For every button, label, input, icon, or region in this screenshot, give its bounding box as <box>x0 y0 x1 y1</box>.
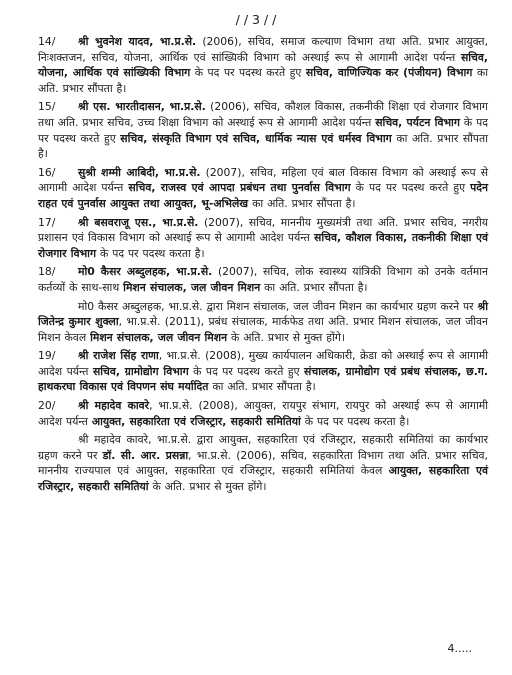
paragraph-text: श्री एस. भारतीदासन, भा.प्र.से. (2006), सचिव, कौशल विकास, तकनीकी शिक्षा एवं रोजगार विभाग तथा अति. प्रभार सचिव, उच्च शिक्षा विभाग को अस्थाई रूप से आगामी आदेश पर्यन्त सचिव, पर्यटन विभाग के पद पर पदस्थ करते हुए सचिव, संस्कृति विभाग एवं सचिव, धार्मिक न्यास एवं धर्मस्व विभाग का अति. प्रभार सौंपता है। <box>38 100 489 161</box>
order-paragraph <box>38 299 488 346</box>
continuation-marker: 4..... <box>447 642 472 655</box>
paragraph-number: 19/ <box>38 349 56 363</box>
paragraph-text: सुश्री शम्मी आबिदी, भा.प्र.से. (2007), सचिव, महिला एवं बाल विकास विभाग को अस्थाई रूप से आगामी आदेश पर्यन्त सचिव, राजस्व एवं आपदा प्रबंधन तथा पुनर्वास विभाग के पद पर पदस्थ करते हुए पदेन राहत एवं पुनर्वास आयुक्त तथा आयुक्त, भू-अभिलेख का अति. प्रभार सौंपता है। <box>38 165 488 210</box>
paragraph-list <box>38 34 488 498</box>
paragraph-number: 16/ <box>38 165 56 179</box>
order-paragraph <box>38 264 488 295</box>
paragraph-text: श्री भुवनेश यादव, भा.प्र.से. (2006), सचिव, समाज कल्याण विभाग तथा अति. प्रभार आयुक्त, निःशक्तजन, सचिव, योजना, आर्थिक एवं सांख्यिकी विभाग को अस्थाई रूप से आगामी आदेश पर्यन्त सचिव, योजना, आर्थिक एवं सांख्यिकी विभाग के पद पर पदस्थ करते हुए सचिव, वाणिज्यिक कर (पंजीयन) विभाग का अति. प्रभार सौंपता है। <box>38 35 488 95</box>
order-paragraph <box>38 432 488 494</box>
order-paragraph <box>38 348 488 395</box>
paragraph-text: श्री महादेव कावरे, भा.प्र.से. द्वारा आयुक्त, सहकारिता एवं रजिस्ट्रार, सहकारी समितियां का कार्यभार ग्रहण करने पर डॉ. सी. आर. प्रसन्ना, भा.प्र.से. (2006), सचिव, सहकारिता विभाग तथा अति. प्रभार सचिव, माननीय राज्यपाल एवं आयुक्त, सहकारिता एवं रजिस्ट्रार, सहकारी समितियां केवल आयुक्त, सहकारिता एवं रजिस्ट्रार, सहकारी समितियां के अति. प्रभार से मुक्त होंगे। <box>38 433 488 494</box>
order-paragraph <box>38 398 488 429</box>
paragraph-text: श्री बसवराजू एस., भा.प्र.से. (2007), सचिव, माननीय मुख्यमंत्री तथा अति. प्रभार सचिव, नगरीय प्रशासन एवं विकास विभाग को अस्थाई रूप से आगामी आदेश पर्यन्त सचिव, कौशल विकास, तकनीकी शिक्षा एवं रोजगार विभाग के पद पर पदस्थ करता है। <box>38 215 489 260</box>
order-paragraph <box>38 34 488 96</box>
paragraph-number: 18/ <box>38 265 56 279</box>
paragraph-text: मो0 कैसर अब्दुलहक, भा.प्र.से. (2007), सचिव, लोक स्वास्थ्य यांत्रिकी विभाग को उनके वर्तमान कर्तव्यों के साथ-साथ मिशन संचालक, जल जीवन मिशन का अति. प्रभार सौंपता है। <box>38 265 488 294</box>
paragraph-number: 17/ <box>38 215 56 229</box>
paragraph-text: मो0 कैसर अब्दुलहक, भा.प्र.से. द्वारा मिशन संचालक, जल जीवन मिशन का कार्यभार ग्रहण करने पर श्री जितेन्द्र कुमार शुक्ला, भा.प्र.से. (2011), प्रबंध संचालक, मार्कफेड तथा अति. प्रभार मिशन संचालक, जल जीवन मिशन केवल मिशन संचालक, जल जीवन मिशन के अति. प्रभार से मुक्त होंगे। <box>38 299 488 344</box>
paragraph-text: श्री राजेश सिंह राणा, भा.प्र.से. (2008), मुख्य कार्यपालन अधिकारी, क्रेडा को अस्थाई रूप से आगामी आदेश पर्यन्त सचिव, ग्रामोद्योग विभाग के पद पर पदस्थ करते हुए संचालक, ग्रामोद्योग एवं प्रबंध संचालक, छ.ग. हाथकरघा विकास एवं विपणन संघ मर्यादित का अति. प्रभार सौंपता है। <box>38 349 488 394</box>
order-paragraph <box>38 165 488 212</box>
paragraph-number: 20/ <box>38 399 56 413</box>
order-paragraph <box>38 99 488 161</box>
page-number: / / 3 / / <box>235 12 277 27</box>
order-paragraph <box>38 215 488 262</box>
paragraph-number: 15/ <box>38 100 56 114</box>
paragraph-number: 14/ <box>38 35 56 48</box>
paragraph-text: श्री महादेव कावरे, भा.प्र.से. (2008), आयुक्त, रायपुर संभाग, रायपुर को अस्थाई रूप से आगामी आदेश पर्यन्त आयुक्त, सहकारिता एवं रजिस्ट्रार, सहकारी समितियां के पद पर पदस्थ करता है। <box>38 399 489 428</box>
